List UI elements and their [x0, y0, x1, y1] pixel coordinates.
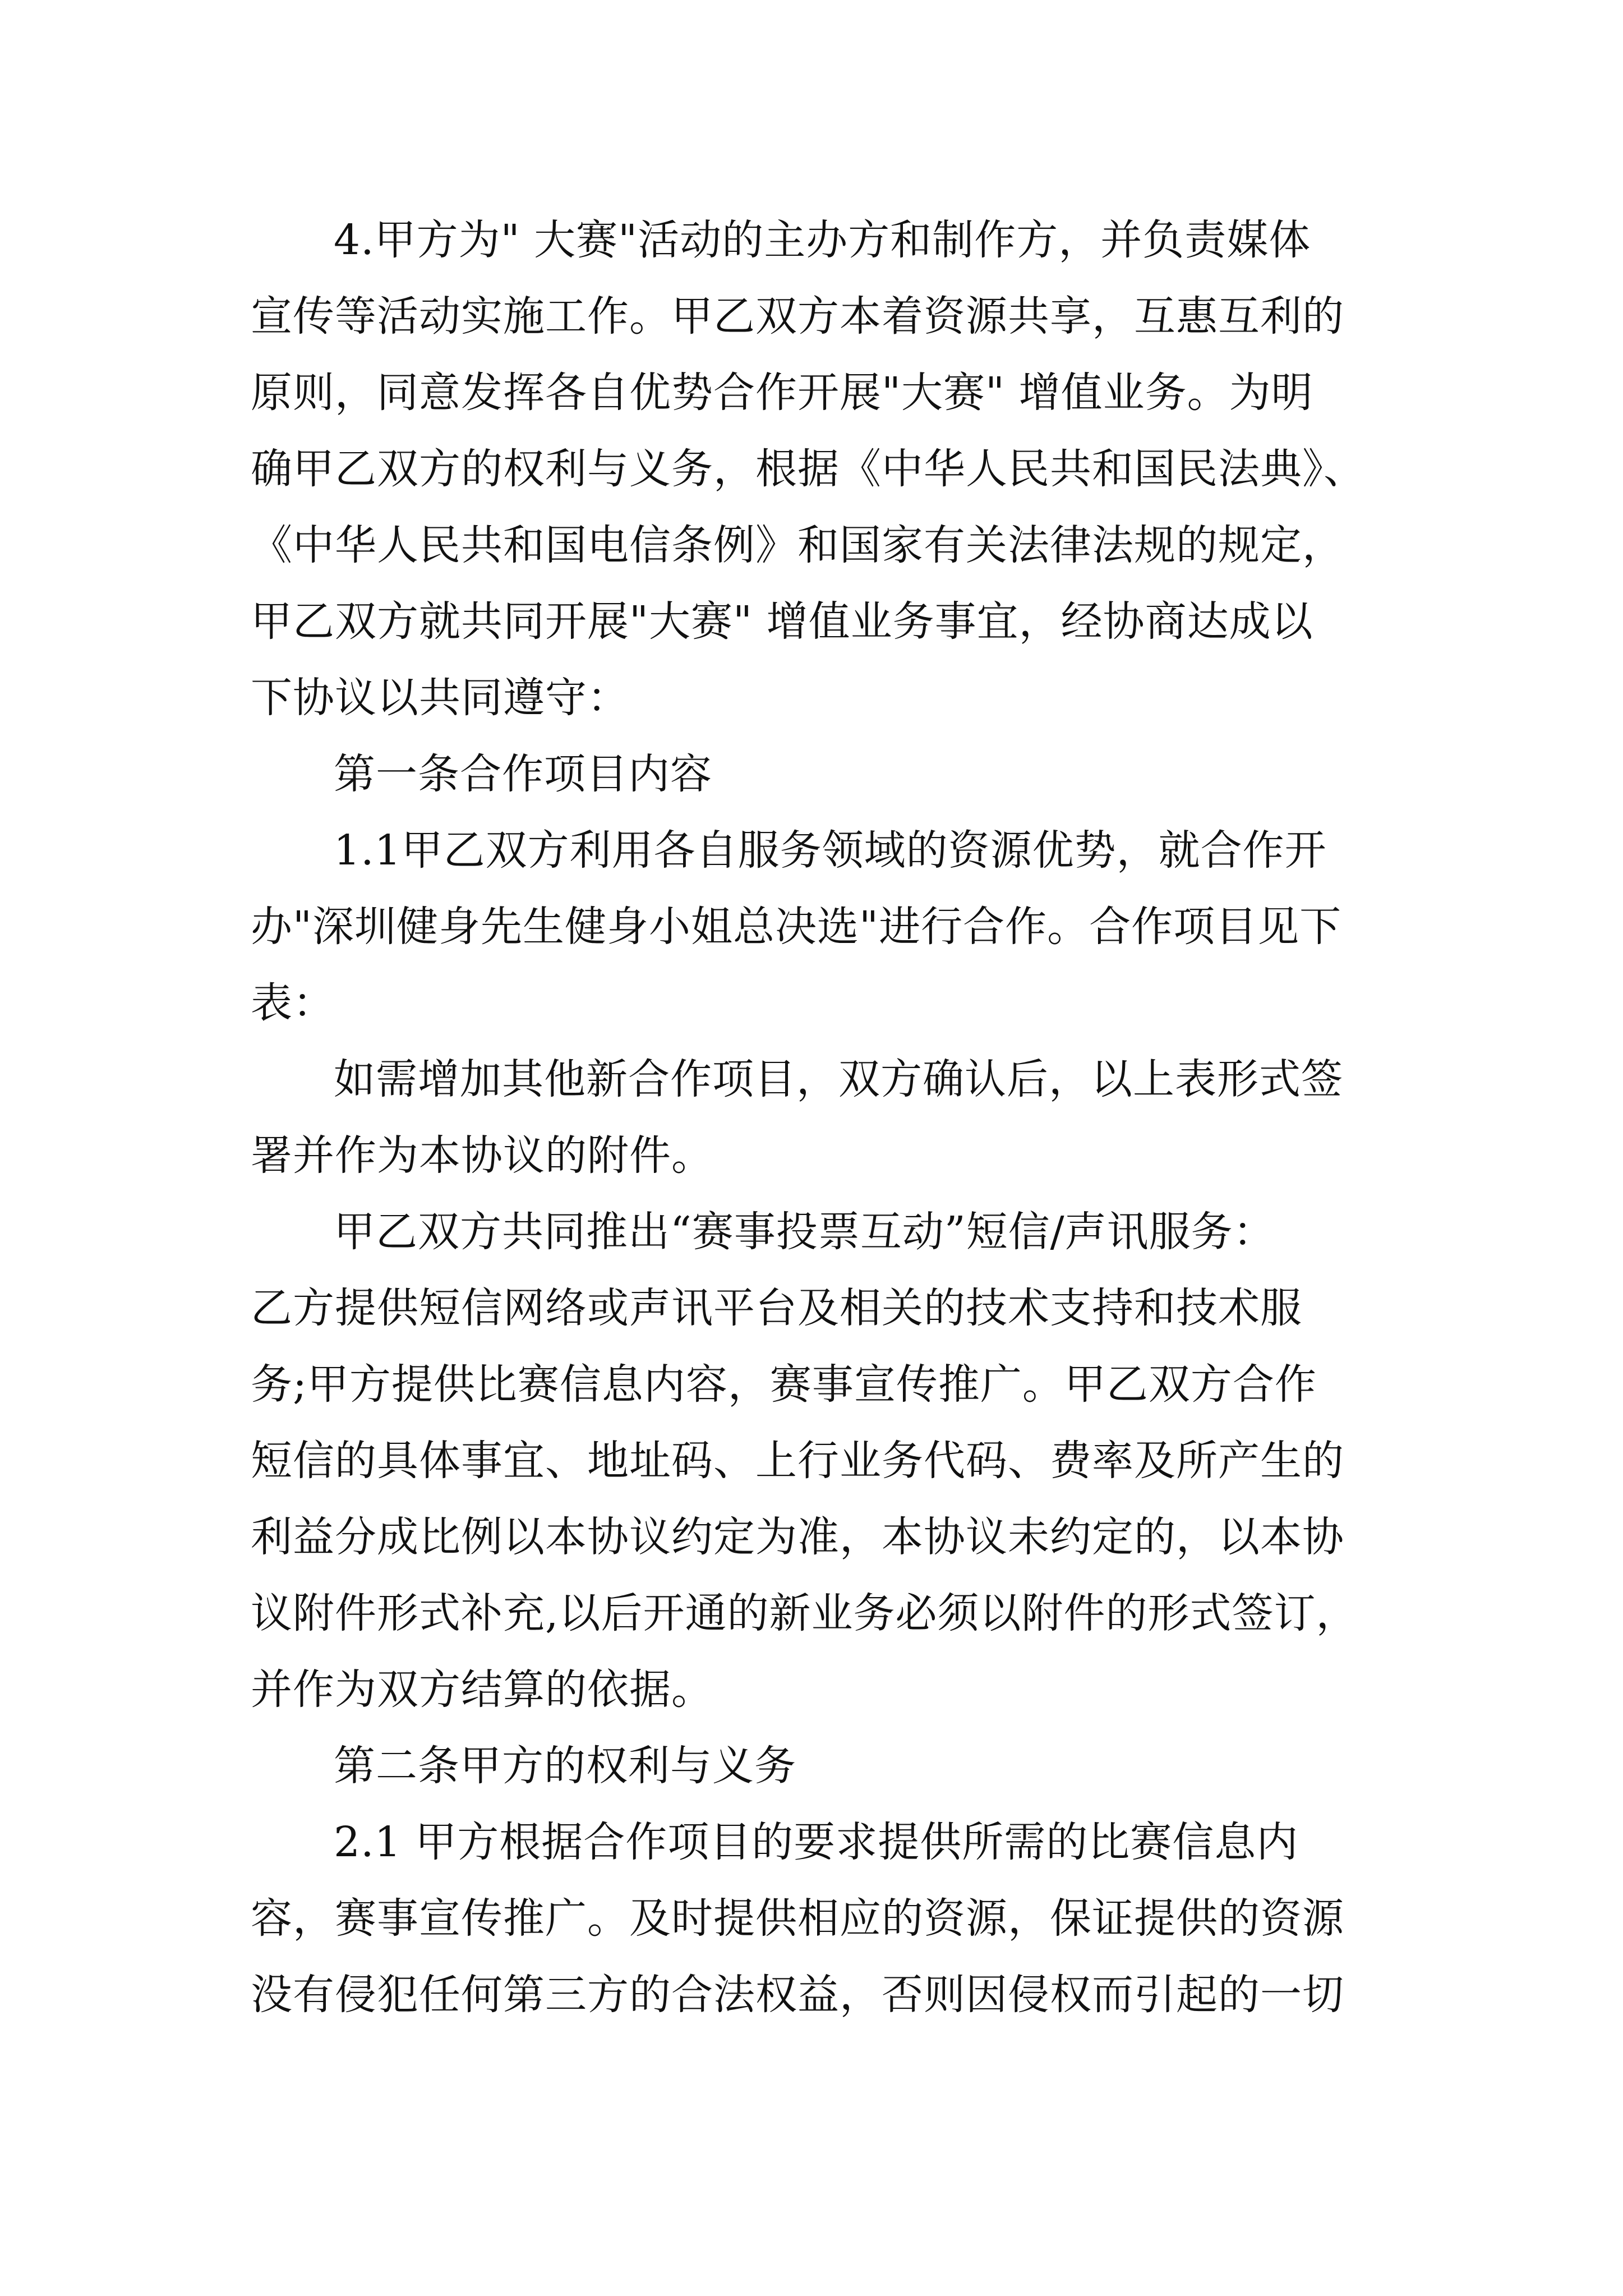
paragraph-line: 乙方提供短信网络或声讯平台及相关的技术支持和技术服	[251, 1284, 1302, 1332]
paragraph-line: 并作为双方结算的依据。	[251, 1665, 713, 1714]
paragraph-line: 署并作为本协议的附件。	[251, 1131, 713, 1180]
paragraph-line: 宣传等活动实施工作。甲乙双方本着资源共享，互惠互利的	[251, 292, 1344, 341]
paragraph-line: 1.1甲乙双方利用各自服务领域的资源优势，就合作开	[334, 826, 1327, 875]
paragraph-line: 务;甲方提供比赛信息内容，赛事宣传推广。甲乙双方合作	[251, 1360, 1317, 1409]
section-heading: 第一条合作项目内容	[334, 750, 712, 798]
paragraph-line: 甲乙双方共同推出“赛事投票互动”短信/声讯服务：	[334, 1208, 1275, 1256]
section-heading: 第二条甲方的权利与义务	[334, 1742, 796, 1790]
paragraph-line: 原则，同意发挥各自优势合作开展"大赛" 增值业务。为明	[251, 369, 1313, 417]
paragraph-line: 《中华人民共和国电信条例》和国家有关法律法规的规定，	[251, 521, 1344, 569]
paragraph-line: 利益分成比例以本协议约定为准，本协议未约定的，以本协	[251, 1513, 1344, 1561]
paragraph-line: 议附件形式补充,以后开通的新业务必须以附件的形式签订，	[251, 1589, 1358, 1637]
paragraph-line: 甲乙双方就共同开展"大赛" 增值业务事宜，经协商达成以	[251, 597, 1313, 646]
paragraph-line: 容，赛事宣传推广。及时提供相应的资源，保证提供的资源	[251, 1894, 1344, 1943]
paragraph-line: 下协议以共同遵守：	[251, 674, 629, 722]
paragraph-line: 短信的具体事宜、地址码、上行业务代码、费率及所产生的	[251, 1437, 1344, 1485]
paragraph-line: 2.1 甲方根据合作项目的要求提供所需的比赛信息内	[334, 1818, 1299, 1866]
paragraph-line: 4.甲方为" 大赛"活动的主办方和制作方，并负责媒体	[334, 216, 1311, 264]
paragraph-line: 没有侵犯任何第三方的合法权益，否则因侵权而引起的一切	[251, 1971, 1344, 2019]
paragraph-line: 表：	[251, 979, 335, 1027]
paragraph-line: 确甲乙双方的权利与义务，根据《中华人民共和国民法典》、	[251, 445, 1366, 493]
paragraph-line: 办"深圳健身先生健身小姐总决选"进行合作。合作项目见下	[251, 903, 1342, 951]
paragraph-line: 如需增加其他新合作项目，双方确认后，以上表形式签	[334, 1055, 1343, 1103]
